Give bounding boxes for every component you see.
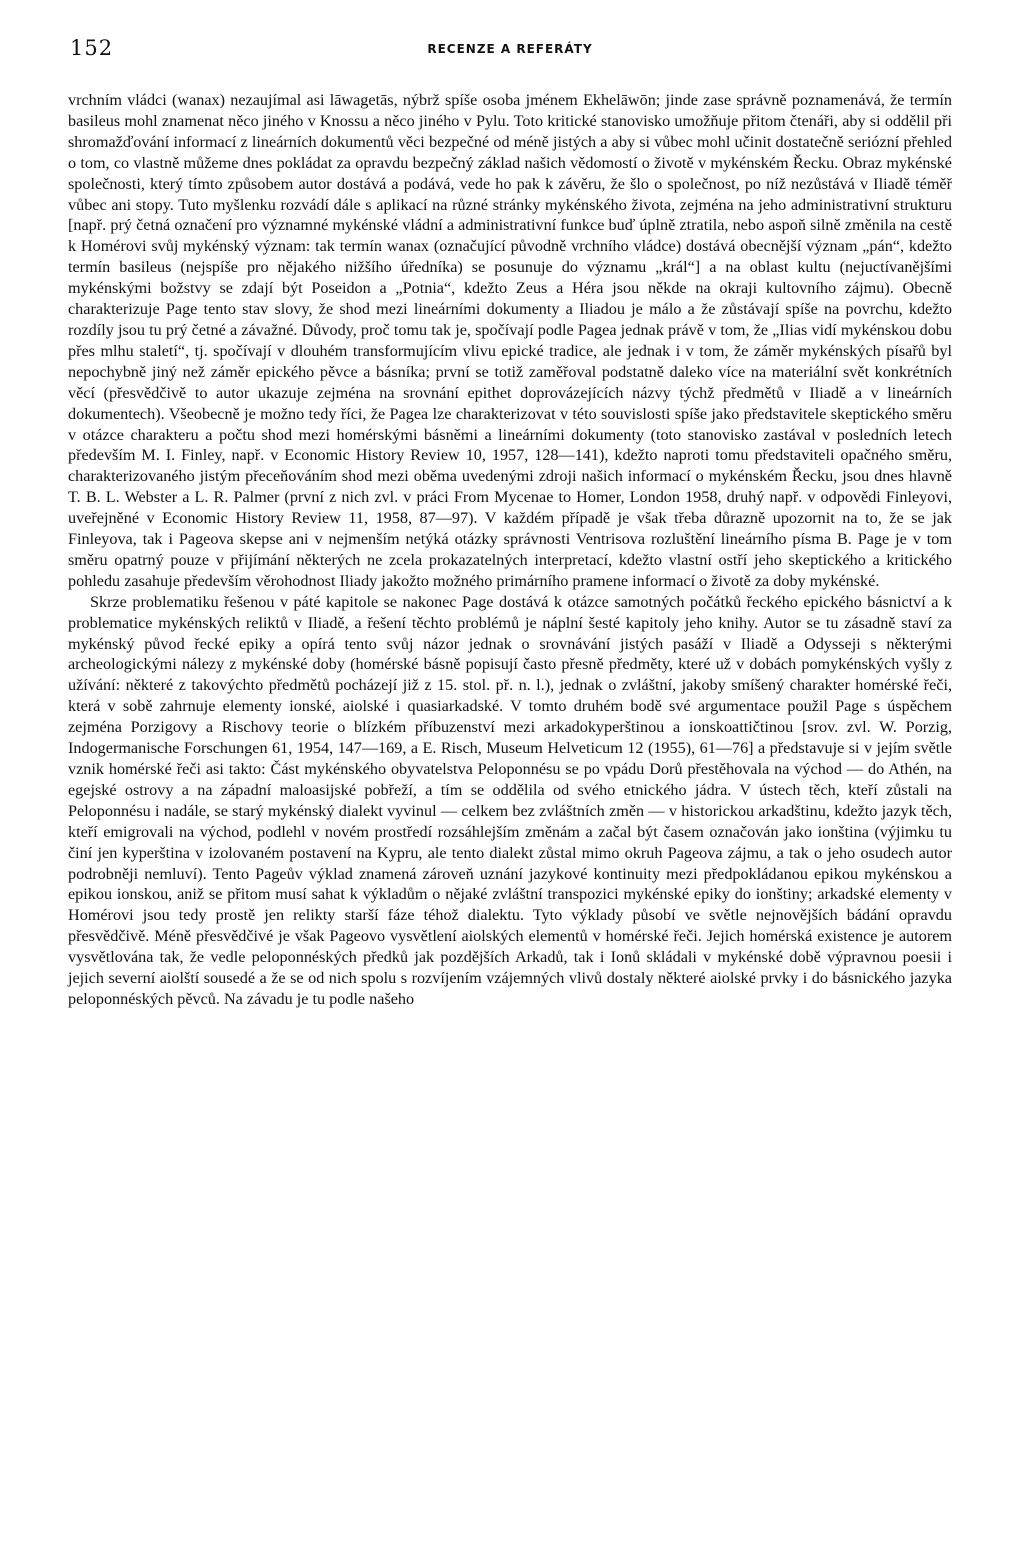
paragraph-1: vrchním vládci (wanax) nezaujímal asi lāwagetās, nýbrž spíše osoba jménem Ekhelāwōn; jinde zase správně poznamenává, že termín basileus mohl znamenat něco jiného v Knossu a něco jiného v Pylu. Toto kritické stanovisko umožňuje přitom čtenáři, aby si oddělil při shromažďování informací z lineárních dokumentů věci bezpečné od méně jistých a aby si vůbec mohl učinit dostatečně seriózní přehled o tom, co vlastně můžeme dnes pokládat za opravdu bezpečný základ našich vědomostí o životě v mykénském Řecku. Obraz mykénské společnosti, který tímto způsobem autor dostává a podává, vede ho pak k závěru, že šlo o společnost, po níž nezůstává v Iliadě téměř vůbec ani stopy. Tuto myšlenku rozvádí dále s aplikací na různé stránky mykénského života, zejména na jeho administrativní strukturu [např. prý četná označení pro významné mykénské vládní a administrativní funkce buď úplně ztratila, nebo aspoň silně změnila na cestě k Homérovi svůj mykénský význam: tak termín wanax (označující původně vrchního vládce) dostává obecnější význam „pán“, kdežto termín basileus (nejspíše pro nějakého nižšího úředníka) se posunuje do významu „král“] a na oblast kultu (nejuctívanějšími mykénskými božstvy se zdají být Poseidon a „Potnia“, kdežto Zeus a Héra jsou někde na okraji kultovního zájmu). Obecně charakterizuje Page tento stav slovy, že shod mezi lineárními dokumenty a Iliadou je málo a že zůstávají spíše na povrchu, kdežto rozdíly jsou tu prý četné a závažné. Důvody, proč tomu tak je, spočívají podle Pagea jednak právě v tom, že „Ilias vidí mykénskou dobu přes mlhu staletí“, tj. spočívají v dlouhém transformujícím vlivu epické tradice, ale jednak i v tom, že záměr mykénských písařů byl nepochybně jiný než záměr epického pěvce a básníka; první se totiž zaměřoval podstatně daleko více na materiální svět konkrétních věcí (přesvědčivě to autor ukazuje zejména na srovnání epithet doprovázejících názvy týchž předmětů v Iliadě a v lineárních dokumentech). Všeobecně je možno tedy říci, že Pagea lze charakterizovat v této souvislosti spíše jako představitele skeptického směru v otázce charakteru a počtu shod mezi homérskými básněmi a lineárními dokumenty (toto stanovisko zastával v posledních letech především M. I. Finley, např. v Economic History Review 10, 1957, 128—141), kdežto naproti tomu představiteli opačného směru, charakterizovaného jistým přeceňováním shod mezi oběma uvedenými zdroji našich informací o mykénském Řecku, jsou dnes hlavně T. B. L. Webster a L. R. Palmer (první z nich zvl. v práci From Mycenae to Homer, London 1958, druhý např. v odpovědi Finleyovi, uveřejněné v Economic History Review 11, 1958, 87—97). V každém případě je však třeba důrazně upozornit na to, že se jak Finleyova, tak i Pageova skepse ani v nejmenším netýká otázky správnosti Ventrisova rozluštění lineárního písma B. Page je v tom směru opatrný pouze v přijímání některých ne zcela prokazatelných interpretací, kdežto vlastní ostří jeho skeptického a kritického pohledu zasahuje především věrohodnost Iliady jakožto možného primárního pramene informací o životě za doby mykénské.	[68, 91, 952, 590]
paragraph-2: Skrze problematiku řešenou v páté kapitole se nakonec Page dostává k otázce samotných počátků řeckého epického básnictví a k problematice mykénských reliktů v Iliadě, a řešení těchto problémů je náplní šesté kapitoly jeho knihy. Autor se tu zásadně staví za mykénský původ řecké epiky a opírá tento svůj názor jednak o srovnávání jistých pasáží v Iliadě a Odysseji s některými archeologickými nálezy z mykénské doby (homérské básně popisují často přesně předměty, které už v dobách pomykénských vyšly z užívání: některé z takovýchto předmětů pocházejí již z 15. stol. př. n. l.), jednak o zvláštní, jakoby smíšený charakter homérské řeči, která v sobě zahrnuje elementy ionské, aiolské i quasiarkadské. V tomto druhém bodě své argumentace použil Page s úspěchem zejména Porzigovy a Rischovy teorie o blízkém příbuzenství mezi arkadokyperštinou a ionskoattičtinou [srov. zvl. W. Porzig, Indogermanische Forschungen 61, 1954, 147—169, a E. Risch, Museum Helveticum 12 (1955), 61—76] a představuje si v jejím světle vznik homérské řeči asi takto: Část mykénského obyvatelstva Peloponnésu se po vpádu Dorů přestěhovala na východ — do Athén, na egejské ostrovy a na západní maloasijské pobřeží, a tím se oddělila od svého etnického jádra. V ústech těch, kteří zůstali na Peloponnésu i nadále, se starý mykénský dialekt vyvinul — celkem bez zvláštních změn — v historickou arkadštinu, kdežto jazyk těch, kteří emigrovali na východ, podlehl v novém prostředí rozsáhlejším změnám a začal být časem označován jako ionština (výjimku tu činí jen kyperština v izolovaném postavení na Kypru, ale tento dialekt zůstal mimo okruh Pageova zájmu, a tak o jeho osudech autor podrobněji nemluví). Tento Pageův výklad znamená zároveň uznání jazykové kontinuity mezi předpokládanou epikou mykénskou a epikou ionskou, aniž se přitom musí sahat k výkladům o nějaké zvláštní transpozici mykénské epiky do ionštiny; arkadské elementy v Homérovi jsou tedy prostě jen relikty starší fáze téhož dialektu. Tyto výklady působí ve světle nejnovějších bádání opravdu přesvědčivě. Méně přesvědčivé je však Pageovo vysvětlení aiolských elementů v homérské řeči. Jejich homérská existence je autorem vysvětlována tak, že vedle peloponnéských předků jak pozdějších Arkadů, tak i Ionů skládali v mykénské době výpravnou poesii i jejich severní aiolští sousedé a že se od nich spolu s rozvíjením vzájemných vlivů dostaly některé aiolské prvky i do básnického jazyka peloponnéských pěvců. Na závadu je tu podle našeho	[68, 592, 952, 1008]
page-header	[70, 36, 950, 66]
page-number: 152	[70, 36, 114, 60]
body-text	[68, 90, 952, 1010]
running-head: RECENZE A REFERÁTY	[427, 42, 593, 56]
